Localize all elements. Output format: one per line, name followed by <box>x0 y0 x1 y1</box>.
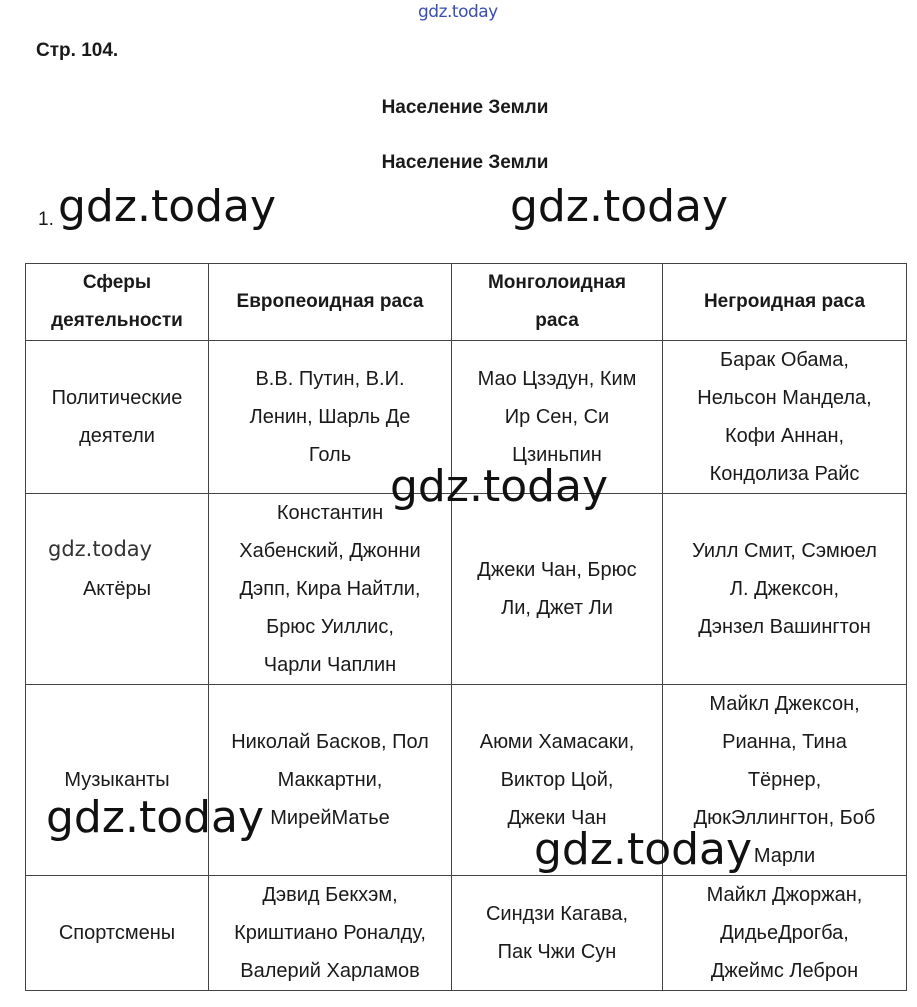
table-row <box>26 685 907 876</box>
cell-line: Рианна, Тина <box>722 731 847 753</box>
cell-line: В.В. Путин, В.И. <box>255 368 405 390</box>
header-line: Монголоидная <box>487 272 626 293</box>
cell-line: Майкл Джоржан, <box>706 884 863 906</box>
cell-line: Виктор Цой, <box>500 769 614 791</box>
header-line: деятельности <box>51 310 183 331</box>
header-cell <box>663 264 907 341</box>
cell-line: Хабенский, Джонни <box>239 540 421 562</box>
cell-line: Цзиньпин <box>512 444 602 466</box>
table-row <box>26 876 907 991</box>
cell-line: Актёры <box>82 578 152 600</box>
cell-line: Ли, Джет Ли <box>501 597 613 619</box>
cell-line: МирейМатье <box>270 807 390 829</box>
cell-line: Маккартни, <box>277 769 383 791</box>
negroid-cell <box>663 876 907 991</box>
sphere-cell <box>26 341 209 494</box>
cell-line: Аюми Хамасаки, <box>479 731 635 753</box>
cell-line: Майкл Джексон, <box>709 693 860 715</box>
cell-line: Чарли Чаплин <box>263 654 397 676</box>
cell-line: Кондолиза Райс <box>709 463 860 485</box>
cell-line: Мао Цзэдун, Ким <box>477 368 637 390</box>
cell-line: ДидьеДрогба, <box>720 922 849 944</box>
header-line: раса <box>535 310 579 331</box>
european-cell <box>209 494 452 685</box>
cell-line: Николай Басков, Пол <box>231 731 429 753</box>
mongoloid-cell <box>452 876 663 991</box>
cell-line: Спортсмены <box>58 922 176 944</box>
cell-line: Джеки Чан <box>507 807 607 829</box>
watermark: gdz.today <box>510 181 729 232</box>
sphere-cell <box>26 494 209 685</box>
header-line: Сферы <box>82 272 152 293</box>
section-title: Население Земли <box>381 152 549 173</box>
cell-line: Нельсон Мандела, <box>697 387 872 409</box>
header-cell <box>209 264 452 341</box>
table-row <box>26 494 907 685</box>
cell-line: Валерий Харламов <box>240 960 420 982</box>
cell-line: Ленин, Шарль Де <box>249 406 411 428</box>
mongoloid-cell <box>452 494 663 685</box>
cell-line: Синдзи Кагава, <box>485 903 629 925</box>
cell-line: Константин <box>276 502 384 524</box>
header-cell <box>452 264 663 341</box>
cell-line: Дэпп, Кира Найтли, <box>239 578 421 600</box>
cell-line: Ир Сен, Си <box>504 406 610 428</box>
negroid-cell <box>663 341 907 494</box>
cell-line: Кофи Аннан, <box>724 425 845 447</box>
cell-line: Политические <box>51 387 183 409</box>
cell-line: Брюс Уиллис, <box>266 616 394 638</box>
sphere-cell <box>26 876 209 991</box>
header-line: Негроидная раса <box>703 291 866 312</box>
watermark: gdz.today <box>48 537 153 561</box>
european-cell <box>209 685 452 876</box>
cell-line: Джеймс Леброн <box>710 960 859 982</box>
races-table <box>25 263 907 991</box>
cell-line: деятели <box>79 425 155 447</box>
header-line: Европеоидная раса <box>236 291 424 312</box>
cell-line: ДюкЭллингтон, Боб <box>693 807 876 829</box>
cell-line: Музыканты <box>64 769 170 791</box>
header-cell <box>26 264 209 341</box>
cell-line: Голь <box>308 444 352 466</box>
negroid-cell <box>663 494 907 685</box>
watermark-top: gdz.today <box>418 2 498 22</box>
page-title: Население Земли <box>381 97 549 118</box>
task-number: 1. <box>38 209 54 230</box>
page-label: Стр. 104. <box>36 40 119 61</box>
sphere-cell <box>26 685 209 876</box>
cell-line: Пак Чжи Сун <box>497 941 617 963</box>
watermark: gdz.today <box>58 181 277 232</box>
european-cell <box>209 876 452 991</box>
table-header-row <box>26 264 907 341</box>
watermark: gdz.today <box>390 461 609 512</box>
watermark: gdz.today <box>46 792 265 843</box>
cell-line: Л. Джексон, <box>729 578 840 600</box>
cell-line: Джеки Чан, Брюс <box>477 559 637 581</box>
cell-line: Марли <box>753 845 816 867</box>
cell-line: Дэнзел Вашингтон <box>698 616 871 638</box>
cell-line: Уилл Смит, Сэмюел <box>692 540 877 562</box>
cell-line: Криштиано Роналду, <box>234 922 426 944</box>
cell-line: Дэвид Бекхэм, <box>262 884 398 906</box>
watermark: gdz.today <box>534 824 753 875</box>
cell-line: Барак Обама, <box>720 349 849 371</box>
cell-line: Тёрнер, <box>747 769 822 791</box>
